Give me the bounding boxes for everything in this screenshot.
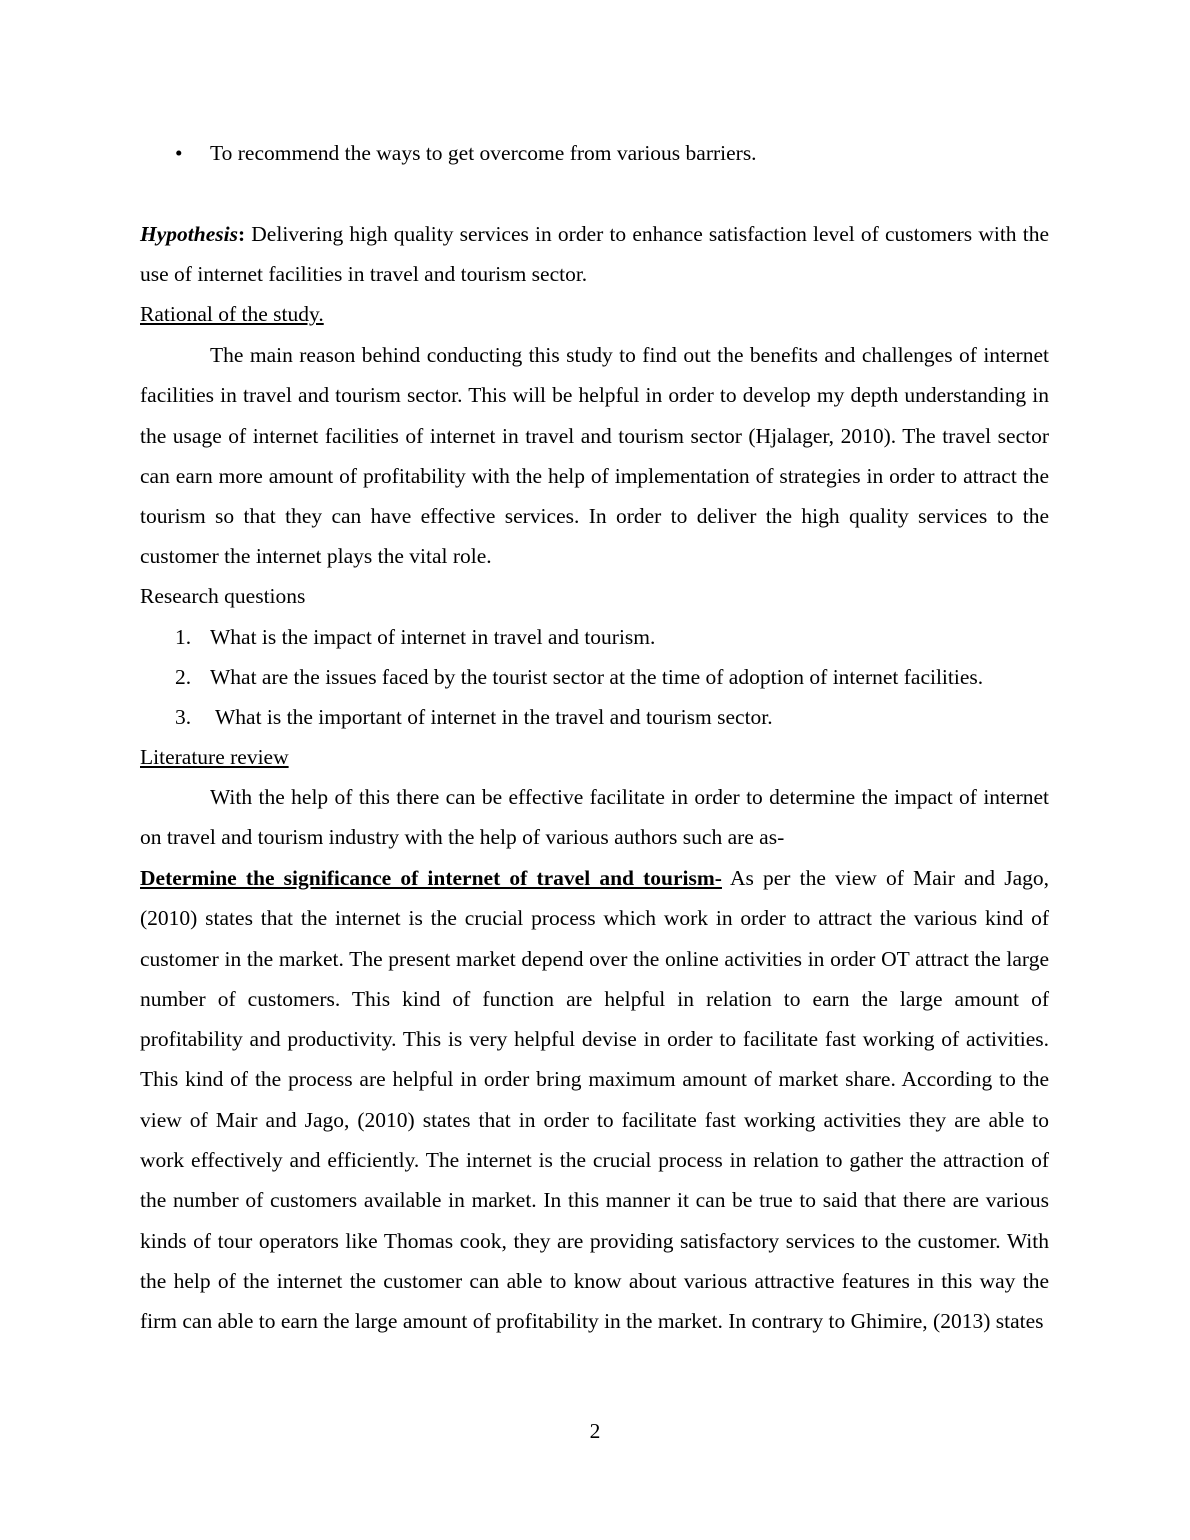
literature-intro: With the help of this there can be effective facilitate in order to determine the impact of internet on travel and tourism industry with the help of various authors such are as-	[140, 785, 1049, 850]
question-text: What is the impact of internet in travel and tourism.	[210, 625, 656, 649]
rational-heading-text: Rational of the study.	[140, 302, 324, 326]
hypothesis-colon: :	[237, 222, 246, 246]
question-number: 1.	[175, 625, 192, 649]
question-number: 2.	[175, 665, 192, 689]
page-number: 2	[589, 1419, 601, 1443]
literature-heading	[140, 737, 1049, 777]
hypothesis-paragraph	[140, 214, 1049, 295]
bullet-icon: •	[175, 141, 183, 165]
literature-body-text: As per the view of Mair and Jago, (2010) states that the internet is the crucial process which work in order to attract the various kind of customer in the market. The present market depend over the online activities in order OT attract the large number of customers. This kind of function are helpful in relation to earn the large amount of profitability and productivity. This is very helpful devise in order to facilitate fast working of activities. This kind of the process are helpful in order bring maximum amount of market share. According to the view of Mair and Jago, (2010) states that in order to facilitate fast working activities they are able to work effectively and efficiently. The internet is the crucial process in relation to gather the attraction of the number of customers available in market. In this manner it can be true to said that there are various kinds of tour operators like Thomas cook, they are providing satisfactory services to the customer. With the help of the internet the customer can able to know about various attractive features in this way the firm can able to earn the large amount of profitability in the market. In contrary to Ghimire, (2013) states	[140, 866, 1049, 1334]
hypothesis-label: Hypothesis	[140, 222, 238, 246]
rational-heading	[140, 294, 1049, 334]
hypothesis-text: Delivering high quality services in order to enhance satisfaction level of customers with the use of internet facilities in travel and tourism sector.	[140, 222, 1049, 287]
literature-heading-text: Literature review	[140, 745, 289, 769]
research-heading: Research questions	[140, 584, 306, 608]
question-text: What are the issues faced by the tourist sector at the time of adoption of internet facilities.	[210, 665, 984, 689]
significance-subheading: Determine the significance of internet of travel and tourism-	[140, 866, 722, 890]
literature-body-paragraph	[140, 858, 1049, 1342]
question-number: 3.	[175, 705, 192, 729]
question-text: What is the important of internet in the travel and tourism sector.	[210, 705, 773, 729]
objective-text: To recommend the ways to get overcome from various barriers.	[210, 141, 757, 165]
rational-paragraph: The main reason behind conducting this study to find out the benefits and challenges of internet facilities in travel and tourism sector. This will be helpful in order to develop my depth understanding in the usage of internet facilities of internet in travel and tourism sector (Hjalager, 2010). The travel sector can earn more amount of profitability with the help of implementation of strategies in order to attract the tourism so that they can have effective services. In order to deliver the high quality services to the customer the internet plays the vital role.	[140, 343, 1049, 569]
